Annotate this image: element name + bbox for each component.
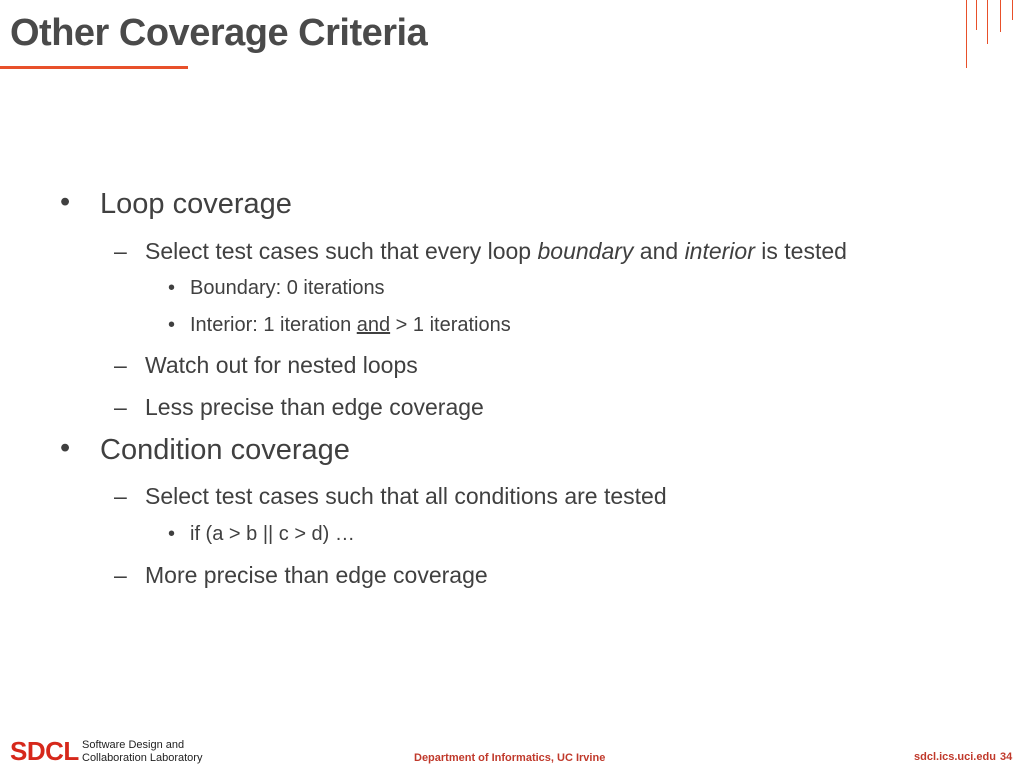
sub-bullet-more-precise: More precise than edge coverage	[145, 562, 488, 588]
department-name: Department of Informatics, UC Irvine	[414, 752, 606, 764]
text-part: is tested	[754, 238, 847, 264]
bullet-condition-coverage: Condition coverage	[100, 434, 350, 466]
site-url: sdcl.ics.uci.edu	[914, 751, 996, 763]
lab-name-line1: Software Design and	[82, 739, 185, 751]
bullet-marker: •	[60, 432, 71, 464]
slide-title: Other Coverage Criteria	[10, 12, 428, 54]
bullet-marker: •	[60, 186, 71, 218]
dash-marker: –	[114, 483, 127, 509]
emphasis-interior: interior	[684, 238, 755, 264]
sub-bullet-less-precise: Less precise than edge coverage	[145, 394, 484, 420]
text-part: and	[633, 238, 685, 264]
sdcl-logo: SDCL	[10, 736, 79, 766]
bullet-marker: •	[168, 314, 176, 336]
text-part: Select test cases such that every loop	[145, 238, 538, 264]
dash-marker: –	[114, 238, 127, 264]
dash-marker: –	[114, 394, 127, 420]
page-number: 34	[1000, 751, 1013, 763]
bullet-marker: •	[168, 277, 176, 299]
bullet-marker: •	[168, 523, 176, 545]
dash-marker: –	[114, 352, 127, 378]
lab-name-line2: Collaboration Laboratory	[82, 752, 203, 764]
bullet-loop-coverage: Loop coverage	[100, 188, 292, 220]
item-condition-example: if (a > b || c > d) …	[190, 523, 355, 545]
sub-bullet-condition-select: Select test cases such that all conditions are tested	[145, 483, 667, 509]
underlined-and: and	[356, 314, 391, 336]
sub-bullet-nested-loops: Watch out for nested loops	[145, 352, 418, 378]
dash-marker: –	[114, 562, 127, 588]
lab-name	[82, 739, 202, 765]
emphasis-boundary: boundary	[537, 238, 634, 264]
text-part: Interior: 1 iteration	[190, 314, 357, 336]
sub-bullet-loop-select	[145, 238, 847, 265]
item-boundary: Boundary: 0 iterations	[190, 277, 385, 299]
item-interior	[190, 314, 511, 337]
text-part: > 1 iterations	[390, 314, 511, 336]
